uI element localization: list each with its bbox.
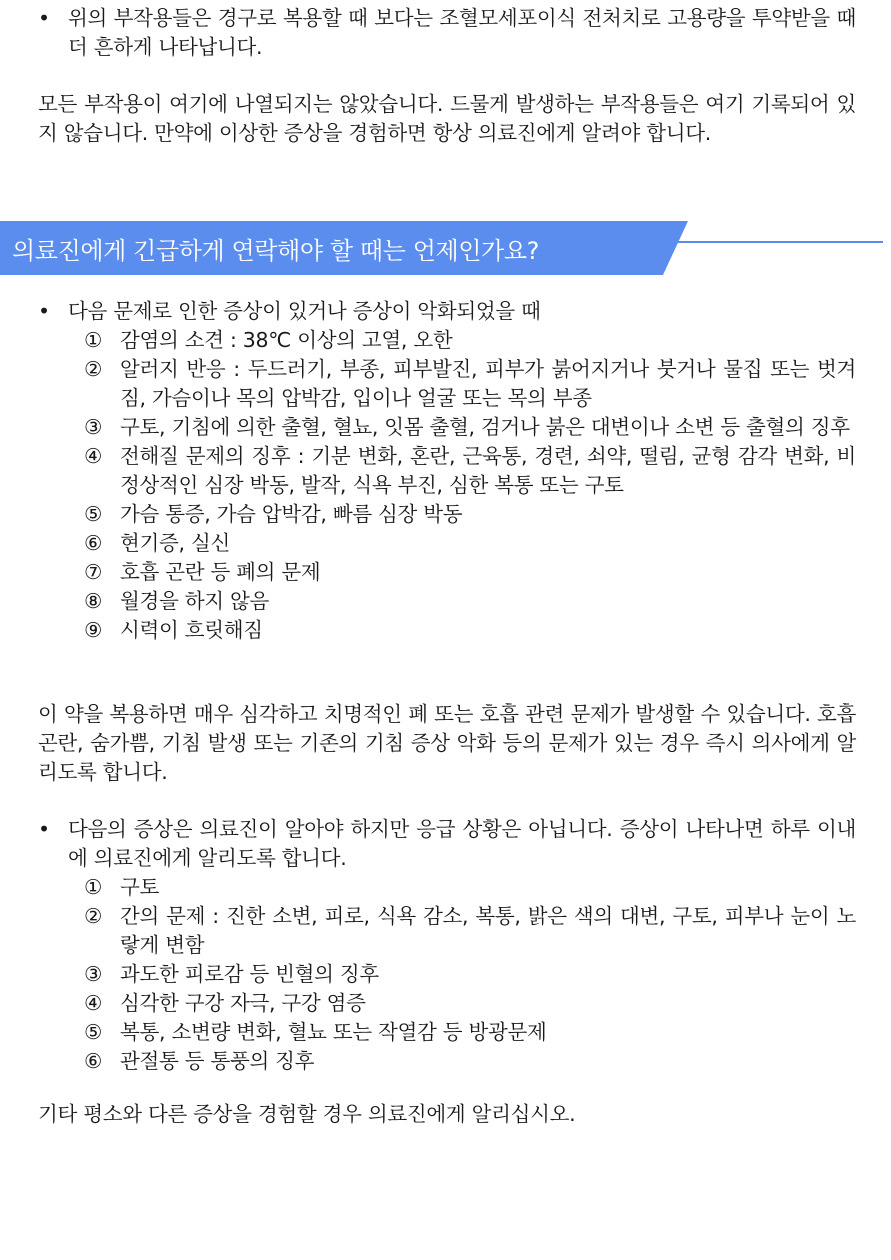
list-item [38, 355, 856, 413]
urgent-bullet [38, 297, 856, 645]
list-item [38, 558, 856, 587]
lung-warning-paragraph: 이 약을 복용하면 매우 심각하고 치명적인 폐 또는 호흡 관련 문제가 발생할 수 있습니다. 호흡곤란, 숨가쁨, 기침 발생 또는 기존의 기침 증상 악화 등의 문제가 있는 경우 즉시 의사에게 알리도록 합니다. [38, 702, 856, 784]
list-item-number: ② [84, 904, 103, 928]
list-item-text: 관절통 등 통풍의 징후 [120, 1049, 315, 1073]
list-item-number: ⑤ [84, 1020, 103, 1044]
list-item-text: 알러지 반응 : 두드러기, 부종, 피부발진, 피부가 붉어지거나 붓거나 물집 또는 벗겨짐, 가슴이나 목의 압박감, 입이나 얼굴 또는 목의 부종 [120, 357, 856, 410]
nonurgent-symptom-list [38, 873, 856, 1076]
closing-paragraph: 기타 평소와 다른 증상을 경험할 경우 의료진에게 알리십시오. [38, 1102, 576, 1126]
list-item-number: ④ [84, 444, 103, 468]
bullet-marker: • [38, 817, 50, 841]
list-item-text: 복통, 소변량 변화, 혈뇨 또는 작열감 등 방광문제 [120, 1020, 547, 1044]
list-item [38, 442, 856, 500]
list-item-number: ① [84, 328, 103, 352]
list-item [38, 413, 856, 442]
list-item-number: ⑨ [84, 618, 103, 642]
list-item-text: 과도한 피로감 등 빈혈의 징후 [120, 962, 379, 986]
list-item-text: 감염의 소견 : 38℃ 이상의 고열, 오한 [120, 328, 453, 352]
section-title: 의료진에게 긴급하게 연락해야 할 때는 언제인가요? [12, 237, 539, 265]
bullet-marker: • [38, 299, 50, 323]
list-item-number: ③ [84, 962, 103, 986]
list-item-number: ⑥ [84, 531, 103, 555]
list-item [38, 616, 856, 645]
list-item-number: ⑤ [84, 502, 103, 526]
nonurgent-lead: 다음의 증상은 의료진이 알아야 하지만 응급 상황은 아닙니다. 증상이 나타나면 하루 이내에 의료진에게 알리도록 합니다. [68, 817, 856, 870]
list-item [38, 902, 856, 960]
list-item-text: 구토 [120, 875, 160, 899]
note-paragraph: 모든 부작용이 여기에 나열되지는 않았습니다. 드물게 발생하는 부작용들은 여기 기록되어 있지 않습니다. 만약에 이상한 증상을 경험하면 항상 의료진에게 알려야 합니다. [38, 92, 856, 145]
intro-bullet [38, 4, 856, 62]
list-item [38, 587, 856, 616]
list-item-number: ② [84, 357, 103, 381]
list-item [38, 326, 856, 355]
list-item-number: ⑦ [84, 560, 103, 584]
list-item-text: 가슴 통증, 가슴 압박감, 빠름 심장 박동 [120, 502, 463, 526]
list-item-number: ③ [84, 415, 103, 439]
list-item [38, 1018, 856, 1047]
list-item [38, 873, 856, 902]
list-item [38, 500, 856, 529]
list-item [38, 1047, 856, 1076]
list-item-text: 현기증, 실신 [120, 531, 230, 555]
list-item-text: 호흡 곤란 등 폐의 문제 [120, 560, 321, 584]
list-item-number: ⑥ [84, 1049, 103, 1073]
section-banner [0, 221, 891, 275]
list-item [38, 529, 856, 558]
list-item-text: 심각한 구강 자극, 구강 염증 [120, 991, 366, 1015]
list-item [38, 960, 856, 989]
urgent-lead: 다음 문제로 인한 증상이 있거나 증상이 악화되었을 때 [68, 299, 541, 323]
list-item-text: 간의 문제 : 진한 소변, 피로, 식욕 감소, 복통, 밝은 색의 대변, 구토, 피부나 눈이 노랗게 변함 [120, 904, 856, 957]
list-item-text: 구토, 기침에 의한 출혈, 혈뇨, 잇몸 출혈, 검거나 붉은 대변이나 소변 등 출혈의 징후 [120, 415, 850, 439]
list-item-number: ① [84, 875, 103, 899]
list-item-number: ④ [84, 991, 103, 1015]
nonurgent-bullet [38, 815, 856, 1076]
list-item-text: 월경을 하지 않음 [120, 589, 269, 613]
urgent-symptom-list [38, 326, 856, 645]
list-item-text: 시력이 흐릿해짐 [120, 618, 263, 642]
intro-bullet-text: 위의 부작용들은 경구로 복용할 때 보다는 조혈모세포이식 전처치로 고용량을 투약받을 때 더 흔하게 나타납니다. [68, 6, 856, 59]
list-item-text: 전해질 문제의 징후 : 기분 변화, 혼란, 근육통, 경련, 쇠약, 떨림, 균형 감각 변화, 비정상적인 심장 박동, 발작, 식욕 부진, 심한 복통 또는 구토 [120, 444, 856, 497]
list-item-number: ⑧ [84, 589, 103, 613]
bullet-marker: • [38, 6, 50, 30]
list-item [38, 989, 856, 1018]
